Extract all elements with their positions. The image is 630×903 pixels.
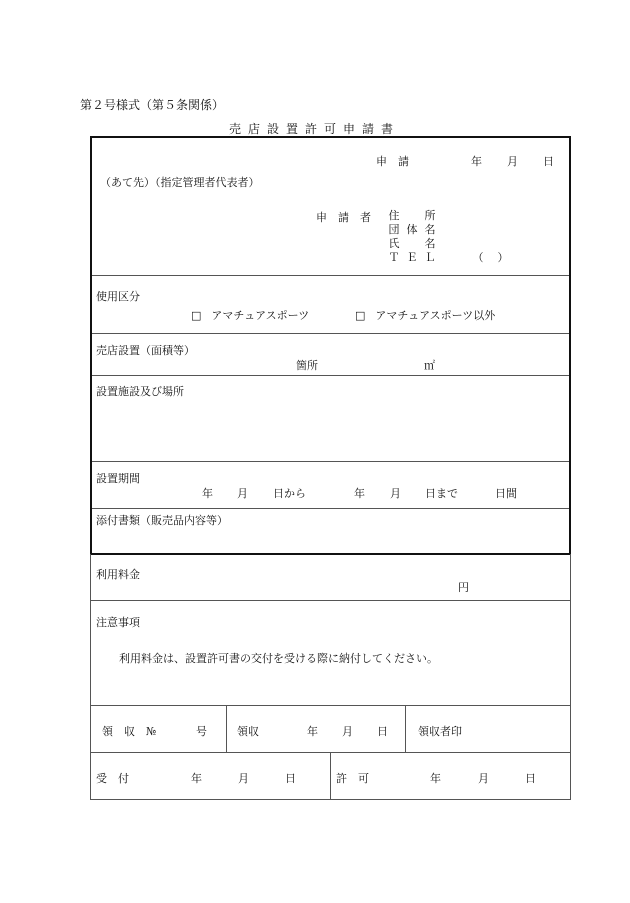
permit-year: 年 (430, 772, 441, 785)
accept-day: 日 (285, 772, 296, 785)
applicant-label: 申 請 者 (316, 211, 371, 224)
accept-month: 月 (238, 772, 249, 785)
period-to-year: 年 (354, 487, 365, 500)
receipt-received-label: 領収 (237, 725, 259, 738)
accept-year: 年 (191, 772, 202, 785)
divider-vertical (226, 705, 227, 752)
name-char: 名 (424, 237, 436, 250)
stall-count-unit: 箇所 (296, 359, 318, 372)
address-char: 所 (424, 209, 436, 222)
tel-char: Ｔ (388, 251, 400, 264)
office-use-box (90, 554, 571, 800)
permit-month: 月 (478, 772, 489, 785)
receipt-number-label: 領 収 № (102, 725, 157, 738)
org-char: 名 (424, 223, 436, 236)
fee-unit: 円 (458, 581, 469, 594)
receipt-stamp-label: 領収者印 (418, 725, 462, 738)
divider-vertical (405, 705, 406, 752)
attachment-label: 添付書類（販売品内容等） (96, 514, 228, 527)
period-from-month: 月 (237, 487, 248, 500)
divider (92, 461, 569, 462)
document-title: 売店設置許可申請書 (229, 122, 401, 136)
tel-char: Ｌ (424, 251, 436, 264)
usage-option-other[interactable] (355, 307, 495, 323)
receipt-year: 年 (307, 725, 318, 738)
period-days: 日間 (495, 487, 517, 500)
fee-label: 利用料金 (96, 568, 140, 581)
divider (91, 705, 570, 706)
receipt-day: 日 (377, 725, 388, 738)
permit-label: 許 可 (336, 772, 369, 785)
usage-label: 使用区分 (96, 290, 140, 303)
period-label: 設置期間 (96, 472, 140, 485)
tel-paren-open: （ (472, 251, 484, 264)
stall-label: 売店設置（面積等） (96, 344, 195, 357)
facility-label: 設置施設及び場所 (96, 385, 184, 398)
stall-area-unit: ㎡ (424, 359, 435, 372)
divider (92, 508, 569, 509)
divider-vertical (330, 752, 331, 800)
divider (92, 275, 569, 276)
receipt-number-unit: 号 (196, 725, 207, 738)
permit-day: 日 (525, 772, 536, 785)
application-year: 年 (471, 155, 482, 168)
application-month: 月 (507, 155, 518, 168)
receipt-month: 月 (342, 725, 353, 738)
notes-label: 注意事項 (96, 616, 140, 629)
period-to-day: 日まで (425, 487, 458, 500)
divider (92, 333, 569, 334)
usage-option-label: アマチュアスポーツ (211, 309, 310, 322)
period-from-day: 日から (273, 487, 306, 500)
application-day: 日 (543, 155, 554, 168)
divider (92, 375, 569, 376)
tel-paren-close: ） (497, 251, 509, 264)
usage-option-label: アマチュアスポーツ以外 (375, 309, 496, 322)
org-char: 団 (388, 223, 400, 236)
application-label: 申 請 (376, 155, 409, 168)
name-char: 氏 (388, 237, 400, 250)
addressee: （あて先）（指定管理者代表者） (100, 176, 260, 189)
period-from-year: 年 (202, 487, 213, 500)
address-char: 住 (388, 209, 400, 222)
usage-option-amateur[interactable] (191, 307, 309, 323)
applicant-fields (385, 209, 513, 265)
org-char: 体 (406, 223, 418, 236)
accept-label: 受 付 (96, 772, 129, 785)
notes-text: 利用料金は、設置許可書の交付を受ける際に納付してください。 (119, 652, 438, 665)
tel-char: Ｅ (406, 251, 418, 264)
period-to-month: 月 (390, 487, 401, 500)
divider (91, 600, 570, 601)
checkbox-icon[interactable]: □ (355, 309, 366, 322)
checkbox-icon[interactable]: □ (191, 309, 202, 322)
form-number: 第２号様式（第５条関係） (80, 98, 225, 112)
